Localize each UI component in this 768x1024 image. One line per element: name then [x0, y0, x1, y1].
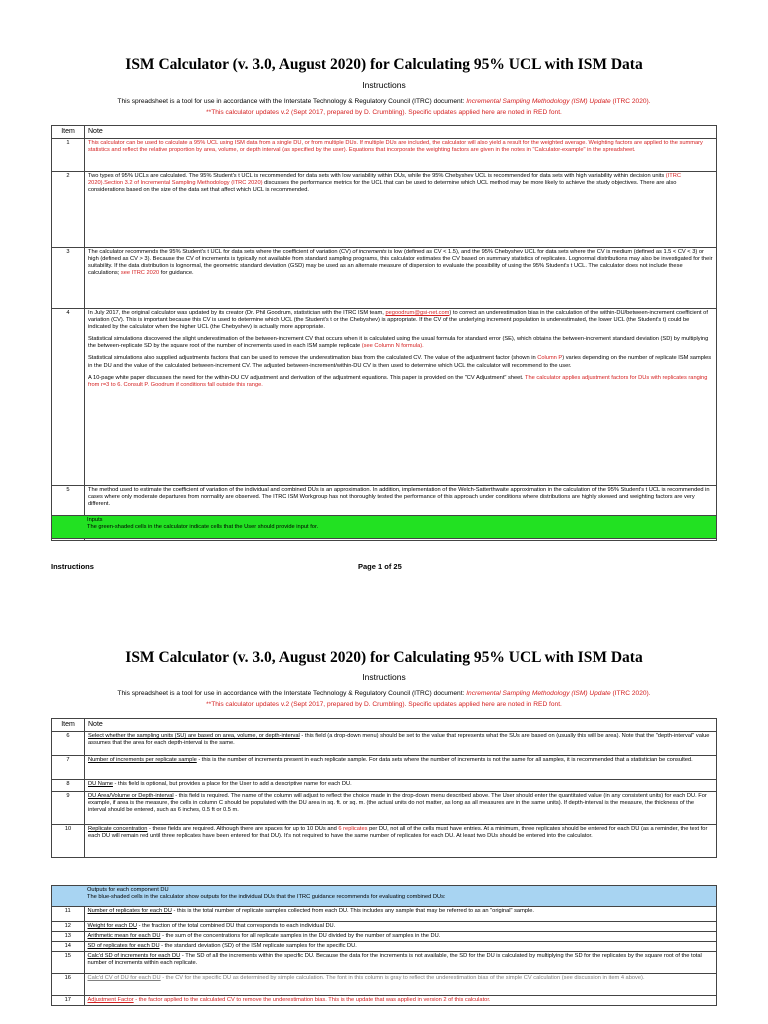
footer-page-number: Page 1 of 25	[358, 562, 402, 571]
item-number: 7	[52, 756, 85, 780]
table-row	[52, 732, 717, 756]
note-segment: per DU, not all of the cells must have entries. At a minimum, three replicates should be entered for each DU (as a reminder, the text for each DU will remain red until three replicates have been entered for that DU). It's not required to have the same number of replicates for each DU. At least two DUs should be entered into the calculator.	[88, 826, 708, 840]
email-link[interactable]: pegoodrum@gsi-net.com	[385, 310, 450, 316]
item-number: 6	[52, 732, 85, 756]
table-row	[52, 942, 717, 952]
note-text	[85, 792, 717, 825]
document-subtitle: Instructions	[362, 672, 406, 682]
outputs-table	[51, 885, 717, 1006]
table-row	[52, 172, 717, 248]
note-text	[84, 942, 717, 952]
item-number: 14	[52, 942, 85, 952]
header-note: Note	[85, 719, 717, 732]
item-number: 3	[52, 248, 85, 309]
footer-sheet-name: Instructions	[51, 562, 94, 571]
note-text	[85, 172, 717, 248]
item-number: 4	[52, 309, 85, 486]
table-row	[52, 996, 717, 1006]
field-name: Calc'd CV of DU for each DU	[87, 975, 161, 982]
inputs-section	[51, 515, 717, 539]
intro-citation: (ITRC 2020).	[610, 98, 651, 105]
intro-doc-title: Incremental Sampling Methodology (ISM) Update	[466, 690, 611, 697]
note-segment-red: 6 replicates	[338, 826, 368, 832]
note-text	[84, 952, 717, 974]
note-text	[85, 309, 717, 486]
note-segment: Statistical simulations also supplied adjustments factors that can be used to remove the underestimation bias from the calculated CV. The value of the adjustment factor (shown in	[88, 355, 538, 362]
intro-doc-title: Incremental Sampling Methodology (ISM) Update	[466, 98, 611, 105]
outputs-header-row	[52, 886, 717, 907]
note-paragraph	[88, 355, 713, 369]
note-segment: - the standard deviation (SD) of the ISM replicate samples for the specific DU.	[159, 943, 357, 950]
inputs-heading: Inputs	[87, 517, 103, 523]
item-number: 12	[52, 922, 85, 932]
note-segment: - this field (a drop-down menu) should be set to the value that represents what the SUs are based on (usually this will be area). Note that the "depth-interval" value assumes that the area for each depth-interval is the same.	[88, 733, 710, 747]
header-item: Item	[52, 126, 85, 139]
outputs-heading: Outputs for each component DU	[87, 887, 169, 893]
note-segment: A 10-page white paper discusses the need for the within-DU CV adjustment and derivation of the adjustment equations. This paper is provided on the "CV Adjustment" sheet.	[88, 374, 525, 381]
field-name: Number of increments per replicate sample	[88, 757, 197, 763]
document-title: ISM Calculator (v. 3.0, August 2020) for Calculating 95% UCL with ISM Data	[125, 649, 643, 666]
inputs-spacer	[52, 516, 85, 539]
intro-citation: (ITRC 2020).	[610, 690, 651, 697]
inputs-description: The green-shaded cells in the calculator indicate cells that the User should provide input for.	[87, 524, 319, 531]
item-number: 16	[52, 974, 85, 996]
note-segment: ) varies depending on the number of replicate ISM samples in the DU and the value of the calculated between-increment CV. The adjusted between-increment/within-DU CV is then used to determine which UCL the calculator will recommend to the user.	[88, 355, 712, 369]
note-text	[84, 974, 717, 996]
item-number: 15	[52, 952, 85, 974]
note-text	[85, 780, 717, 792]
outputs-spacer	[52, 886, 85, 907]
table-row	[52, 756, 717, 780]
field-name: Replicate concentration	[88, 826, 148, 832]
note-segment-red: see ITRC 2020	[120, 270, 160, 277]
document-title: ISM Calculator (v. 3.0, August 2020) for Calculating 95% UCL with ISM Data	[125, 56, 643, 73]
field-name: Calc'd SD of increments for each DU	[87, 953, 181, 960]
item-number: 5	[52, 486, 85, 541]
note-segment: Two types of 95% UCLs are calculated. The 95% Student's t UCL is recommended for data sets with low variability within DUs, while the 95% Chebyshev UCL is recommended for data sets with high variability within decision units	[88, 173, 666, 179]
note-paragraph	[88, 310, 713, 331]
update-note: **This calculator updates v.2 (Sept 2017, prepared by D. Crumbling). Specific updates applied here are noted in RED font.	[206, 109, 562, 116]
header-item: Item	[52, 719, 85, 732]
field-name: Adjustment Factor	[87, 997, 134, 1004]
note-text	[85, 756, 717, 780]
field-name: Weight for each DU	[87, 923, 138, 929]
field-name: Arithmetic mean for each DU	[87, 933, 161, 940]
note-segment: - The SD of all the increments within the specific DU. Because the data for the increments is not available, the SD for the DU is calculated by multiplying the SD for the replicates by the square root of the total number of increments within each replicate.	[87, 953, 702, 967]
note-segment-red: (ITRC 2020).Section 3.2 of Incremental Sampling Methodology (ITRC 2020)	[88, 173, 681, 187]
field-name: Select whether the sampling units (SU) are based on area, volume, or depth-interval	[88, 733, 300, 739]
update-note: **This calculator updates v.2 (Sept 2017, prepared by D. Crumbling). Specific updates applied here are noted in RED font.	[206, 701, 562, 708]
item-number: 13	[52, 932, 85, 942]
document-subtitle: Instructions	[362, 80, 406, 90]
note-segment: Statistical simulations discovered the slight underestimation of the between-increment CV that occurs when it is calculated using the usual formula for standard error (SE), which obtains the between-increment standard deviation (SD) by multiplying the between-replicate SD by the square root of the number of increments used in each ISM sample replicate	[88, 336, 709, 350]
outputs-cell	[84, 886, 717, 907]
intro-line	[0, 690, 768, 697]
item-number: 10	[52, 825, 85, 858]
note-segment: discusses the performance metrics for the UCL that can be used to determine which UCL method may be more likely to achieve the study objectives. There are also considerations based on the size of the data set that affect which UCL is recommended.	[88, 180, 677, 194]
field-name: SD of replicates for each DU	[87, 943, 160, 950]
table-row	[52, 248, 717, 309]
note-segment: - this is the number of increments present in each replicate sample. For data sets where the number of increments is not the same for all samples, it is recommended that a statistician be consulted.	[196, 757, 693, 763]
table-row	[52, 922, 717, 932]
note-text	[85, 248, 717, 309]
table-row	[52, 907, 717, 922]
item-number: 17	[52, 996, 85, 1006]
header-note: Note	[85, 126, 717, 139]
inputs-row	[52, 516, 717, 539]
item-number: 11	[52, 907, 85, 922]
note-text	[84, 922, 717, 932]
note-segment: is low (defined as CV < 1.5), and the 95% Chebyshev UCL for data sets where the CV is medium (defined as 1.5 < CV < 3) or high (defined as CV > 3). Because the CV of increments is typically not available from standard sampling programs, this calculator estimates the CV based on summary statistics of replicates. Lognormal distributions may also be investigated for their suitability. If the data distribution is lognormal, the geometric standard deviation (GSD) may be used as an alternate measure of dispersion to evaluate the possibility of using the 95% Student's t UCL. The calculator does not include these calculations;	[88, 249, 713, 277]
intro-text: This spreadsheet is a tool for use in accordance with the Interstate Technology & Regulatory Council (ITRC) document:	[117, 690, 467, 697]
table-row	[52, 780, 717, 792]
intro-line	[0, 98, 768, 105]
item-number: 8	[52, 780, 85, 792]
note-segment: for guidance.	[159, 270, 194, 277]
note-text	[85, 732, 717, 756]
note-segment: - this is the total number of replicate samples collected from each DU. This includes any sample that may be referred to as an "original" sample.	[171, 908, 535, 914]
note-segment-red: (see Column N formula).	[361, 343, 424, 350]
item-number: 1	[52, 139, 85, 172]
note-segment: - the sum of the concentrations for all replicate samples in the DU divided by the number of samples in the DU.	[160, 933, 441, 940]
note-segment: - the fraction of the total combined DU that corresponds to each individual DU.	[137, 923, 336, 929]
table-row	[52, 825, 717, 858]
note-text: This calculator can be used to calculate a 95% UCL using ISM data from a single DU, or from multiple DUs. If multiple DUs are included, the calculator will also yield a result for the weighted average. Weighting factors are applied to the summary statistics and reflect the relative proportion by area, volume, or depth interval (as specified by the user). Equations that incorporate the weighting factors are given in the notes in "Calculator-example" in the spreadsheet.	[85, 139, 717, 172]
table-header-row	[52, 126, 717, 139]
field-name: DU Name	[88, 781, 113, 787]
table-row	[52, 974, 717, 996]
note-segment: The calculator recommends the 95% Student's t UCL for data sets where the coefficient of variation (CV)	[88, 249, 353, 255]
table-row	[52, 792, 717, 825]
note-segment: ) to correct an underestimation bias in the calculation of the within-DU/between-increment coefficient of variation (CV). This is important because this CV is used to determine which UCL (the Student's t or the Chebyshev) is appropriate. If the CV of the underlying increment population is underestimated, the lower UCL (the Student's t) could be indicated by the calculator when the higher UCL (the Chebyshev) is actually more appropriate.	[88, 310, 708, 331]
note-segment-red: Column P	[537, 355, 563, 362]
note-paragraph	[88, 375, 713, 389]
item-number: 9	[52, 792, 85, 825]
table-row	[52, 139, 717, 172]
note-segment: - this field is required. The name of the column will adjust to reflect the choice made in the drop-down menu described above. The User should enter the quantitated value (in any consistent units) for each DU. For example, if area is the measure, the cells in column C should be populated with the DU area in sq. ft. or sq. m. (the actual units do not matter, as long as all measures are in the same units). If depth-interval is the measure, the thickness of the interval should be entered, such as 6 inches, 0.5 ft or 0.5 m.	[88, 793, 707, 814]
field-name: Number of replicates for each DU	[87, 908, 172, 914]
item-number: 2	[52, 172, 85, 248]
inputs-cell	[84, 516, 717, 539]
note-segment: In July 2017, the original calculator was updated by its creator (Dr. Phil Goodrum, statistician with the ITRC ISM team,	[88, 310, 386, 316]
table-row	[52, 309, 717, 486]
note-segment: - this field is optional, but provides a place for the User to add a descriptive name for each DU.	[112, 781, 352, 787]
note-segment: - the factor applied to the calculated CV to remove the underestimation bias. This is the update that was applied in version 2 of this calculator.	[133, 997, 491, 1004]
note-text	[84, 907, 717, 922]
note-text: The method used to estimate the coefficient of variation of the individual and combined DUs is an approximation. In addition, implementation of the Welch-Satterthwaite approximation in the calculation of the 95% Student's t UCL is recommended in cases where only moderate departures from normality are observed. The ITRC ISM Workgroup has not thoroughly tested the performance of this approach under conditions where distributions are highly skewed and weighting factors are very different.	[85, 486, 717, 541]
table-row	[52, 932, 717, 942]
note-segment-red: The calculator applies adjustment factors for DUs with replicates ranging from r=3 to 6. Consult P. Goodrum if conditions fall outside this range.	[88, 374, 708, 388]
note-paragraph	[88, 336, 713, 350]
notes-table	[51, 718, 717, 858]
note-segment: - these fields are required. Although there are spaces for up to 10 DUs and	[147, 826, 339, 832]
field-name: DU Area/Volume or Depth-interval	[88, 793, 174, 799]
table-row	[52, 952, 717, 974]
intro-text: This spreadsheet is a tool for use in accordance with the Interstate Technology & Regulatory Council (ITRC) document:	[117, 98, 467, 105]
note-segment: - the CV for the specific DU as determined by simple calculation. The font in this column is gray to reflect the underestimation bias of the simple CV calculation (see discussion in item 4 above).	[160, 975, 645, 982]
note-text	[84, 932, 717, 942]
notes-table	[51, 125, 717, 541]
note-segment-italic: of increments	[352, 249, 387, 255]
outputs-description: The blue-shaded cells in the calculator show outputs for the individual DUs that the ITRC guidance recommends for evaluating combined DUs:	[87, 894, 446, 901]
table-header-row	[52, 719, 717, 732]
note-text	[84, 996, 717, 1006]
note-text	[85, 825, 717, 858]
